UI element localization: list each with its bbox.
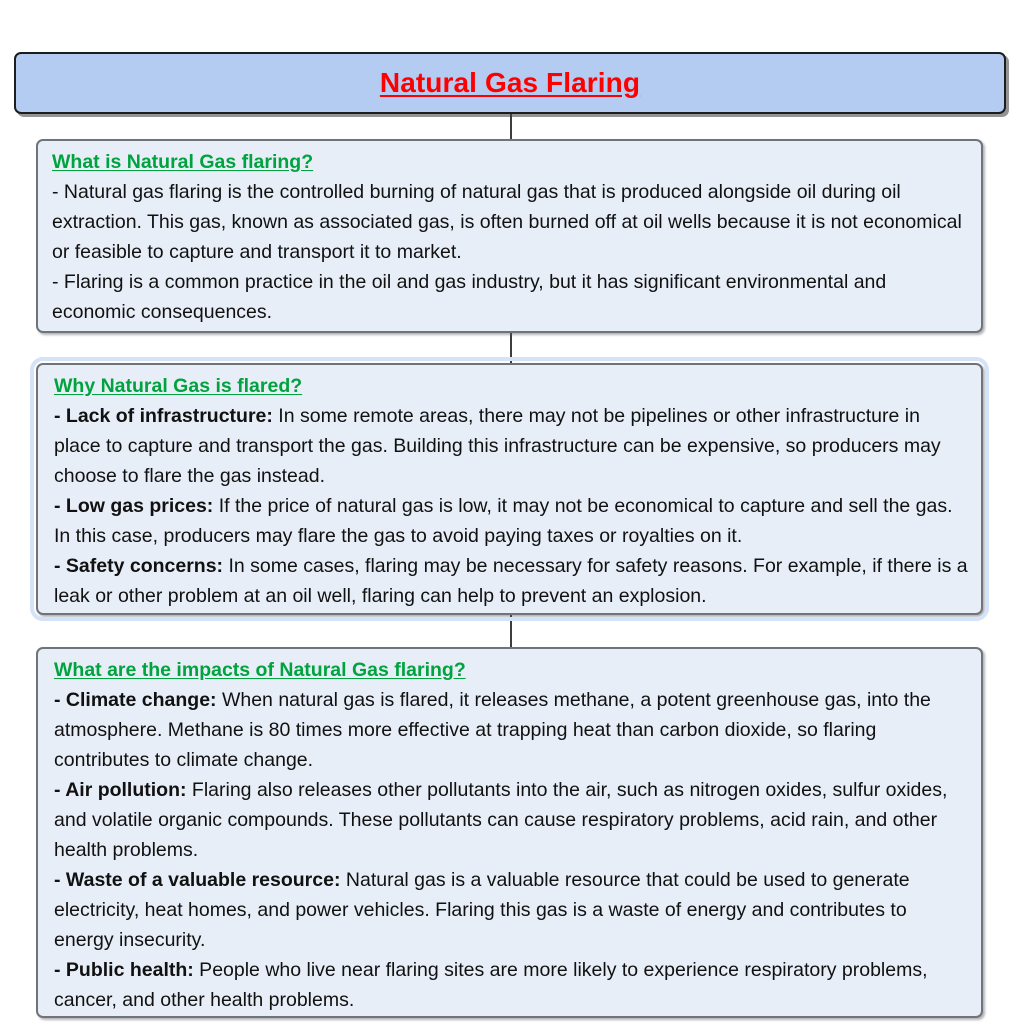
- section-2-paragraph-1: [52, 401, 969, 491]
- section-3-paragraph-3-lead: - Waste of a valuable resource:: [54, 869, 341, 891]
- section-3-paragraph-4-lead: - Public health:: [54, 959, 194, 981]
- connector-section-2-to-section-3: [510, 615, 512, 649]
- section-heading-1: What is Natural Gas flaring?: [52, 151, 314, 173]
- section-heading-2: Why Natural Gas is flared?: [54, 375, 303, 397]
- section-1-paragraph-2: [52, 267, 969, 327]
- section-box-why-flared[interactable]: [36, 363, 983, 615]
- section-3-paragraph-4-body: People who live near flaring sites are more likely to experience respiratory problems, cancer, and other health problems.: [54, 959, 928, 1011]
- section-3-paragraph-3: [52, 865, 969, 955]
- section-heading-3: What are the impacts of Natural Gas flaring?: [54, 659, 466, 681]
- connector-title-to-section-1: [510, 114, 512, 141]
- section-3-paragraph-1: [52, 685, 969, 775]
- page-title: Natural Gas Flaring: [379, 67, 641, 98]
- section-3-paragraph-2-lead: - Air pollution:: [54, 779, 187, 801]
- section-2-paragraph-1-lead: - Lack of infrastructure:: [54, 405, 273, 427]
- section-box-what-is-flaring[interactable]: [36, 139, 983, 333]
- section-1-paragraph-2-body: - Flaring is a common practice in the oil and gas industry, but it has significant environmental and economic consequences.: [52, 271, 887, 323]
- section-3-paragraph-1-body: When natural gas is flared, it releases methane, a potent greenhouse gas, into the atmosphere. Methane is 80 times more effective at trapping heat than carbon dioxide, so flaring contributes to climate change.: [54, 689, 931, 771]
- section-2-paragraph-2-lead: - Low gas prices:: [54, 495, 214, 517]
- section-3-paragraph-1-lead: - Climate change:: [54, 689, 217, 711]
- section-1-paragraph-1: [52, 177, 969, 267]
- title-box[interactable]: [14, 52, 1006, 114]
- section-2-paragraph-3: [52, 551, 969, 611]
- section-2-paragraph-2-body: If the price of natural gas is low, it may not be economical to capture and sell the gas. In this case, producers may flare the gas to avoid paying taxes or royalties on it.: [54, 495, 953, 547]
- section-3-paragraph-2-body: Flaring also releases other pollutants into the air, such as nitrogen oxides, sulfur oxides, and volatile organic compounds. These pollutants can cause respiratory problems, acid rain, and other health problems.: [54, 779, 948, 861]
- section-1-paragraph-1-body: - Natural gas flaring is the controlled burning of natural gas that is produced alongside oil during oil extraction. This gas, known as associated gas, is often burned off at oil wells because it is not economical or feasible to capture and transport it to market.: [52, 181, 962, 263]
- section-2-paragraph-3-lead: - Safety concerns:: [54, 555, 224, 577]
- section-2-paragraph-3-body: In some cases, flaring may be necessary for safety reasons. For example, if there is a leak or other problem at an oil well, flaring can help to prevent an explosion.: [54, 555, 968, 607]
- section-3-paragraph-4: [52, 955, 969, 1015]
- section-2-paragraph-2: [52, 491, 969, 551]
- section-3-paragraph-2: [52, 775, 969, 865]
- connector-section-1-to-section-2: [510, 333, 512, 365]
- section-3-paragraph-3-body: Natural gas is a valuable resource that could be used to generate electricity, heat homes, and power vehicles. Flaring this gas is a waste of energy and contributes to energy insecurity.: [54, 869, 910, 951]
- section-box-impacts[interactable]: [36, 647, 983, 1018]
- section-2-paragraph-1-body: In some remote areas, there may not be pipelines or other infrastructure in place to capture and transport the gas. Building this infrastructure can be expensive, so producers may choose to flare the gas instead.: [54, 405, 941, 487]
